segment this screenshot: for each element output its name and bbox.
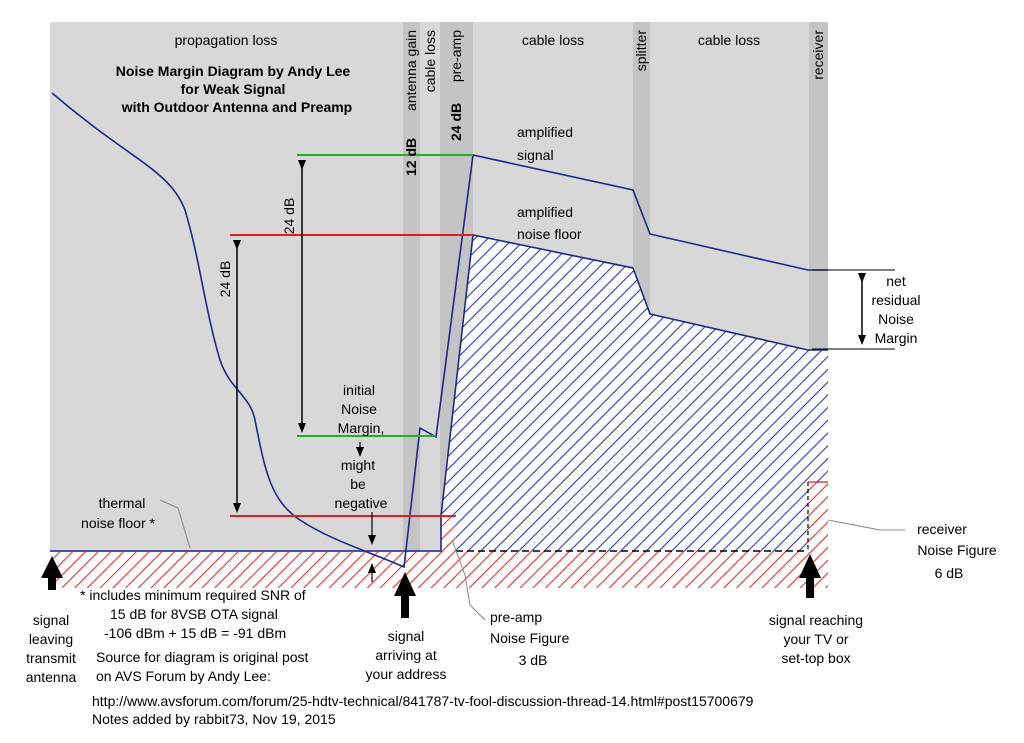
label-amplified-signal-2: signal — [517, 147, 554, 163]
label-leaving-1: signal — [32, 612, 70, 628]
diagram-title-line-3: with Outdoor Antenna and Preamp — [121, 99, 353, 115]
label-initial-margin-3: Margin, — [337, 420, 385, 436]
stage-preamp: pre-amp — [448, 30, 464, 83]
stage-cable-loss-1: cable loss — [422, 30, 438, 93]
label-amplified-noise-1: amplified — [517, 204, 574, 220]
label-leaving-4: antenna — [25, 669, 77, 685]
label-preamp-nf-3: 3 dB — [518, 652, 548, 668]
label-initial-margin-2: Noise — [341, 401, 377, 417]
stage-antenna-gain-value: 12 dB — [403, 137, 419, 176]
diagram-title-line-2: for Weak Signal — [180, 81, 286, 97]
receiver-nf-leader — [828, 520, 905, 530]
label-amplified-signal-1: amplified — [517, 124, 574, 140]
label-might-2: be — [350, 476, 366, 492]
note-url: http://www.avsforum.com/forum/25-hdtv-technical/841787-tv-fool-discussion-thread-14.html#post15700679 — [92, 693, 754, 709]
label-arriving-3: your address — [365, 666, 447, 682]
stage-cable-loss-2: cable loss — [521, 32, 585, 48]
label-net-4: Margin — [874, 330, 918, 346]
preamp-nf-area — [441, 516, 456, 552]
stage-cable-loss-3: cable loss — [697, 32, 761, 48]
label-initial-margin-1: initial — [343, 382, 375, 398]
label-preamp-nf-1: pre-amp — [490, 609, 543, 625]
label-preamp-nf-2: Noise Figure — [490, 630, 570, 646]
label-24db-upper: 24 dB — [281, 197, 297, 235]
note-credit: Notes added by rabbit73, Nov 19, 2015 — [92, 711, 336, 727]
note-snr-1: * includes minimum required SNR of — [80, 587, 306, 603]
label-receiver-nf-3: 6 dB — [934, 565, 964, 581]
label-leaving-2: leaving — [28, 631, 74, 647]
label-arriving-2: arriving at — [375, 647, 437, 663]
note-source-1: Source for diagram is original post — [96, 649, 309, 665]
label-amplified-noise-2: noise floor — [517, 226, 582, 242]
label-receiver-nf-1: receiver — [917, 521, 967, 537]
stage-splitter: splitter — [633, 30, 649, 72]
label-reaching-1: signal reaching — [768, 612, 864, 628]
stage-antenna-gain: antenna gain — [403, 30, 419, 111]
label-leaving-3: transmit — [26, 650, 76, 666]
thermal-noise-band — [50, 552, 828, 588]
diagram-title-line-1: Noise Margin Diagram by Andy Lee — [115, 63, 351, 79]
label-reaching-3: set-top box — [781, 650, 851, 666]
label-24db-lower: 24 dB — [217, 260, 233, 298]
stage-receiver: receiver — [810, 30, 826, 80]
note-snr-3: -106 dBm + 15 dB = -91 dBm — [104, 625, 287, 641]
label-arriving-1: signal — [387, 628, 425, 644]
label-net-2: residual — [871, 292, 921, 308]
label-receiver-nf-2: Noise Figure — [917, 542, 997, 558]
note-snr-2: 15 dB for 8VSB OTA signal — [110, 606, 278, 622]
label-might-1: might — [340, 457, 376, 473]
label-thermal-1: thermal — [98, 495, 146, 511]
label-net-3: Noise — [878, 311, 914, 327]
stage-propagation-loss: propagation loss — [174, 32, 278, 48]
label-reaching-2: your TV or — [783, 631, 849, 647]
stage-preamp-value: 24 dB — [448, 102, 464, 141]
label-might-3: negative — [334, 495, 388, 511]
label-net-1: net — [886, 273, 906, 289]
note-source-2: on AVS Forum by Andy Lee: — [96, 668, 271, 684]
label-thermal-2: noise floor * — [81, 515, 155, 531]
